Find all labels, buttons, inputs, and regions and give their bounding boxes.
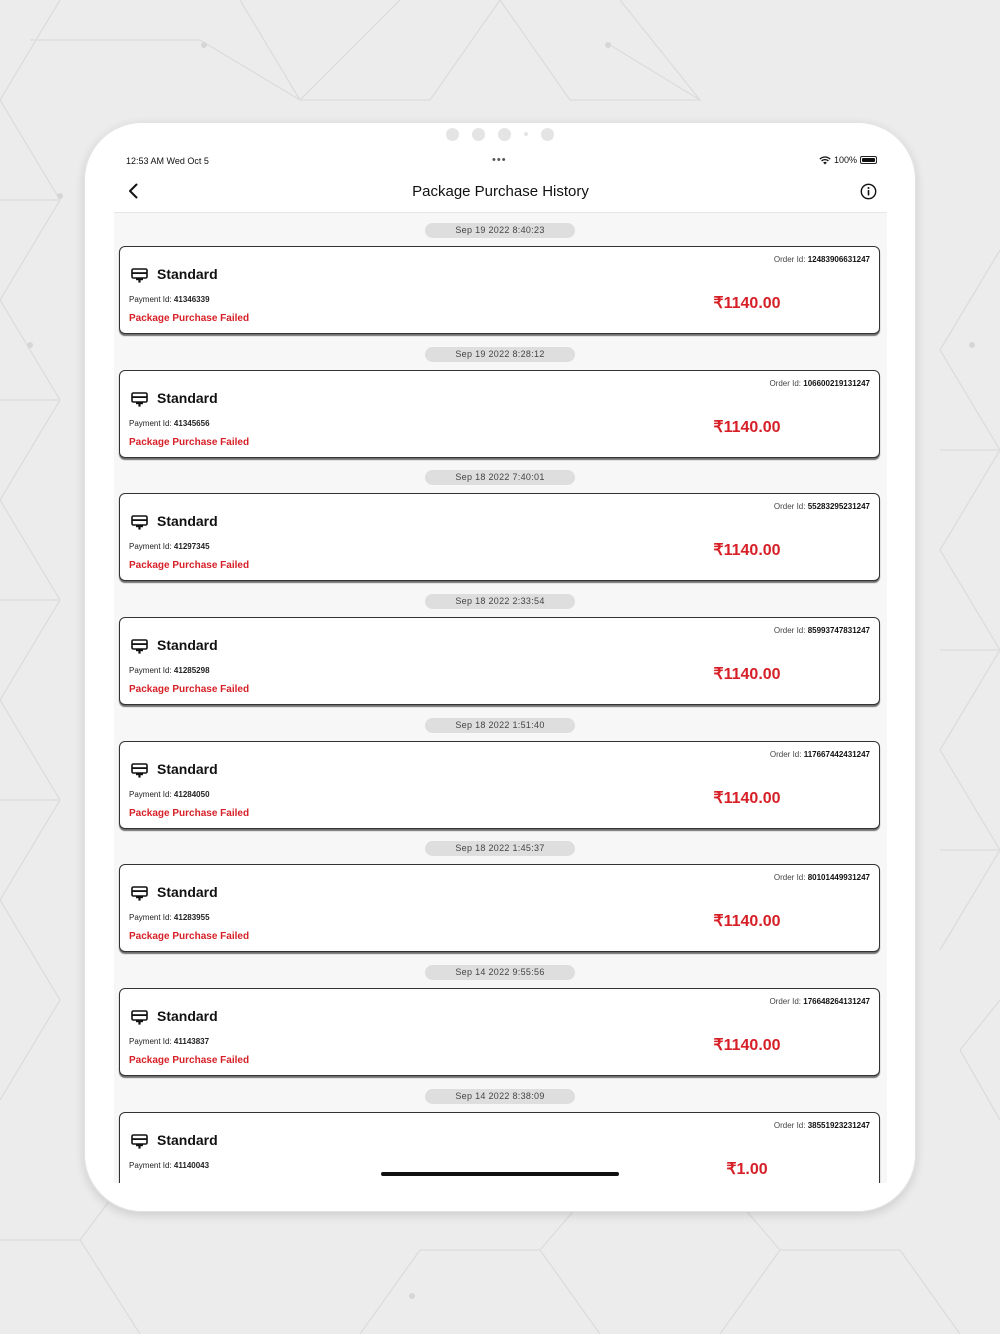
purchase-group <box>114 583 887 707</box>
purchase-amount: ₹1140.00 <box>713 542 781 560</box>
payment-id-value: 41143837 <box>173 1037 210 1047</box>
date-pill: Sep 14 2022 9:55:56 <box>425 965 575 980</box>
purchase-amount: ₹1140.00 <box>713 789 781 807</box>
order-id-value: 176648264131247 <box>803 997 870 1007</box>
purchase-status: Package Purchase Failed <box>129 931 250 943</box>
package-icon <box>131 763 148 778</box>
package-name: Standard <box>157 389 218 406</box>
camera-dot <box>472 128 485 141</box>
order-id <box>769 997 870 1006</box>
purchase-group <box>114 954 887 1078</box>
info-icon[interactable] <box>860 183 877 200</box>
package-name: Standard <box>157 1008 218 1025</box>
purchase-status: Package Purchase Failed <box>129 560 250 572</box>
order-id <box>774 1121 870 1130</box>
purchase-card[interactable] <box>119 741 880 829</box>
payment-id-label: Payment Id: <box>129 666 172 676</box>
date-pill: Sep 18 2022 1:51:40 <box>425 718 575 733</box>
purchase-status: Package Purchase Failed <box>129 313 250 324</box>
package-icon <box>131 886 148 901</box>
page-title: Package Purchase History <box>412 183 589 200</box>
purchase-status: Package Purchase Failed <box>129 684 250 696</box>
order-id-value: 117667442431247 <box>803 749 870 759</box>
payment-id-value: 41283955 <box>173 913 210 923</box>
package-name: Standard <box>157 1131 218 1148</box>
multitasking-dots[interactable]: ••• <box>492 154 507 166</box>
order-id-value: 55283295231247 <box>807 502 870 512</box>
payment-id <box>129 1037 209 1046</box>
payment-id-label: Payment Id: <box>129 913 172 923</box>
purchase-amount: ₹1140.00 <box>713 295 781 312</box>
payment-id <box>129 790 210 799</box>
camera-dot <box>498 128 511 141</box>
purchase-group <box>114 707 887 831</box>
purchase-card[interactable] <box>119 864 880 952</box>
payment-id <box>129 542 210 551</box>
nav-bar <box>114 172 887 213</box>
purchase-group <box>114 1078 887 1183</box>
purchase-group <box>114 336 887 460</box>
payment-id-value: 41284050 <box>173 789 210 799</box>
home-indicator[interactable] <box>381 1172 619 1176</box>
app-screen <box>114 150 887 1183</box>
purchase-amount: ₹1140.00 <box>713 418 781 436</box>
package-name: Standard <box>157 637 218 654</box>
payment-id-label: Payment Id: <box>129 295 172 304</box>
camera-dot <box>541 128 554 141</box>
package-name: Standard <box>157 266 218 282</box>
package-icon <box>131 1010 148 1025</box>
purchase-status: Package Purchase Failed <box>129 436 250 448</box>
purchase-card[interactable] <box>119 493 880 581</box>
payment-id-value: 41285298 <box>173 666 210 676</box>
order-id-label: Order Id: <box>769 749 802 759</box>
date-pill: Sep 19 2022 8:40:23 <box>425 223 575 238</box>
payment-id-value: 41345656 <box>173 418 210 428</box>
purchase-card[interactable] <box>119 246 880 334</box>
battery-icon <box>860 156 877 164</box>
package-icon <box>131 639 148 654</box>
status-right <box>819 155 877 165</box>
order-id <box>774 255 870 264</box>
purchase-group <box>114 830 887 954</box>
date-pill: Sep 18 2022 7:40:01 <box>425 470 575 485</box>
payment-id-label: Payment Id: <box>129 418 172 428</box>
purchase-group <box>114 459 887 583</box>
package-name: Standard <box>157 760 218 777</box>
order-id-label: Order Id: <box>769 378 802 388</box>
order-id-value: 106600219131247 <box>803 378 870 388</box>
battery-percent: 100% <box>833 155 857 165</box>
wifi-icon <box>819 156 831 165</box>
purchase-group <box>114 212 887 336</box>
payment-id-value: 41140043 <box>173 1160 210 1170</box>
order-id-label: Order Id: <box>773 502 806 512</box>
payment-id-value: 41297345 <box>173 542 210 552</box>
order-id-value: 38551923231247 <box>807 1120 870 1130</box>
order-id-label: Order Id: <box>769 997 802 1007</box>
order-id-label: Order Id: <box>773 626 806 636</box>
purchase-card[interactable] <box>119 988 880 1076</box>
purchase-card[interactable] <box>119 370 880 458</box>
order-id <box>769 379 870 388</box>
camera-bar <box>84 128 916 140</box>
purchase-status: Package Purchase Failed <box>129 1055 250 1067</box>
order-id-value: 80101449931247 <box>807 873 870 883</box>
payment-id <box>129 419 210 428</box>
purchase-amount: ₹1140.00 <box>713 1037 781 1055</box>
package-name: Standard <box>157 513 218 530</box>
payment-id-label: Payment Id: <box>129 789 172 799</box>
date-pill: Sep 19 2022 8:28:12 <box>425 347 575 362</box>
order-id-value: 85993747831247 <box>807 626 870 636</box>
order-id <box>774 502 870 511</box>
order-id <box>770 750 870 759</box>
date-pill: Sep 14 2022 8:38:09 <box>425 1089 575 1104</box>
payment-id <box>129 1161 209 1170</box>
package-icon <box>131 268 148 283</box>
status-time: 12:53 AM Wed Oct 5 <box>126 156 209 166</box>
order-id-label: Order Id: <box>773 1120 806 1130</box>
date-pill: Sep 18 2022 1:45:37 <box>425 841 575 856</box>
payment-id-label: Payment Id: <box>129 1037 172 1047</box>
status-bar <box>114 150 887 172</box>
order-id <box>774 873 870 882</box>
purchase-amount: ₹1140.00 <box>713 666 781 684</box>
package-name: Standard <box>157 884 218 901</box>
payment-id-label: Payment Id: <box>129 542 172 552</box>
payment-id-value: 41346339 <box>173 295 210 304</box>
package-icon <box>131 392 148 407</box>
purchase-status: Package Purchase Failed <box>129 807 250 819</box>
purchase-list[interactable] <box>114 212 887 1183</box>
tablet-frame <box>84 122 916 1212</box>
order-id-value: 12483906631247 <box>807 255 870 264</box>
payment-id <box>129 295 210 304</box>
order-id-label: Order Id: <box>773 255 806 264</box>
camera-dot <box>524 132 528 136</box>
purchase-amount: ₹1.00 <box>726 1160 768 1178</box>
payment-id-label: Payment Id: <box>129 1160 172 1170</box>
package-icon <box>131 1134 148 1149</box>
camera-dot <box>446 128 459 141</box>
purchase-card[interactable] <box>119 617 880 705</box>
date-pill: Sep 18 2022 2:33:54 <box>425 594 575 609</box>
order-id-label: Order Id: <box>773 873 806 883</box>
payment-id <box>129 666 210 675</box>
payment-id <box>129 913 210 922</box>
purchase-amount: ₹1140.00 <box>713 913 781 931</box>
package-icon <box>131 515 148 530</box>
order-id <box>774 626 870 635</box>
